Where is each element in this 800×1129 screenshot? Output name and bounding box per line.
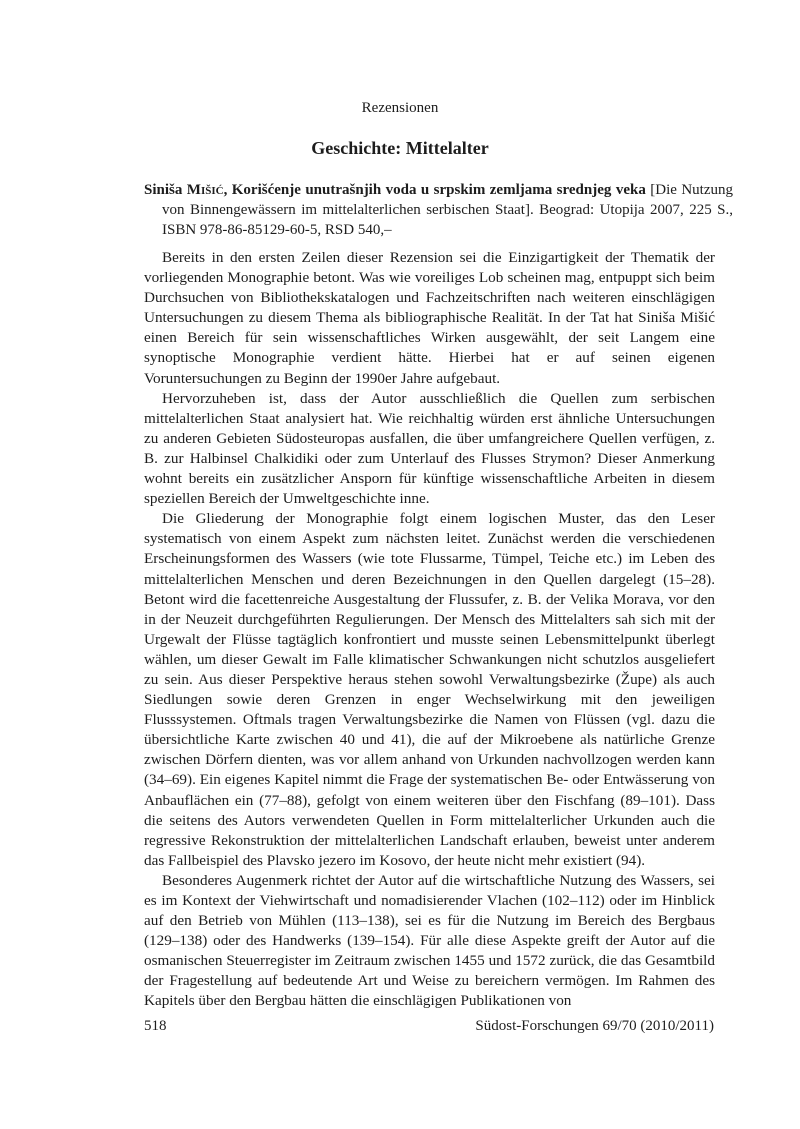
body-paragraph: Besonderes Augenmerk richtet der Autor auf die wirtschaftliche Nutzung des Wassers, sei es im Kontext der Viehwirtschaft und nomadisierender Vlachen (102–112) oder im Hinblick auf den Betrieb von Mühlen (113–138), sei es für die Nutzung im Bereich des Bergbaus (129–138) oder des Handwerks (139–154). Für alle diese Aspekte greift der Autor auf die osmanischen Steuerregister im Zeitraum zwischen 1455 und 1572 zurück, die das Gesamtbild der Fragestellung auf bedeutende Art und Weise zu bereichern vermögen. Im Rahmen des Kapitels über den Bergbau hätten die einschlägigen Publikationen von	[144, 871, 715, 1010]
page-number: 518	[144, 1018, 167, 1034]
review-book-title: , Korišćenje unutrašnjih voda u srpskim zemljama srednjeg veka	[223, 182, 646, 198]
body-paragraph: Hervorzuheben ist, dass der Autor ausschließlich die Quellen zum serbischen mittelalterlichen Staat analysiert hat. Wie reichhaltig würden erst ähnliche Untersuchungen zu anderen Gebieten Südosteuropas ausfallen, die über umfangreichere Quellen verfügen, z. B. zur Halbinsel Chalkidiki oder zum Unterlauf des Flusses Strymon? Dieser Anmerkung wohnt bereits ein zusätzlicher Ansporn für künftige wissenschaftliche Arbeiten in diesem speziellen Bereich der Umweltgeschichte inne.	[144, 389, 715, 508]
running-head: Rezensionen	[361, 100, 439, 116]
review-author-last: Mišić	[186, 182, 224, 198]
journal-citation: Südost-Forschungen 69/70 (2010/2011)	[475, 1018, 714, 1034]
review-body	[144, 248, 715, 1012]
body-paragraph: Bereits in den ersten Zeilen dieser Rezension sei die Einzigartigkeit der Thematik der vorliegenden Monographie betont. Was wie voreiliges Lob scheinen mag, entpuppt sich beim Durchsuchen von Bibliothekskatalogen und Fachzeitschriften nach weiteren einschlägigen Untersuchungen zu diesem Thema als bibliographische Realität. In der Tat hat Siniša Mišić einen Bereich für sein wissenschaftliches Wirken ausgewählt, der seit Langem eine synoptische Monographie verdient hätte. Hierbei hat er auf seinen eigenen Voruntersuchungen zu Beginn der 1990er Jahre aufgebaut.	[144, 249, 715, 387]
review-author-first: Siniša	[144, 182, 187, 198]
review-bibliographic-info: [Die Nutzung von Binnengewässern im mittelalterlichen serbischen Staat]. Beograd: Utopija 2007, 225 S., ISBN 978-86-85129-60-5, RSD 540,–	[162, 182, 733, 238]
body-paragraph: Die Gliederung der Monographie folgt einem logischen Muster, das den Leser systematisch von einem Aspekt zum nächsten leitet. Zunächst werden die verschiedenen Erscheinungsformen des Wassers (wie tote Flussarme, Tümpel, Teiche etc.) im Leben des mittelalterlichen Menschen und deren Bezeichnungen in den Quellen dargelegt (15–28). Betont wird die facettenreiche Ausgestaltung der Flussufer, z. B. der Velika Morava, vor den in der Neuzeit durchgeführten Regulierungen. Der Mensch des Mittelalters sah sich mit der Urgewalt der Flüsse tagtäglich konfrontiert und musste seinen Lebensmittelpunkt überlegt wählen, um dieser Gewalt im Falle klimatischer Schwankungen nicht schutzlos ausgeliefert zu sein. Aus dieser Perspektive heraus stehen sowohl Verwaltungsbezirke (Župe) als auch Siedlungen sowie deren Grenzen in enger Wechselwirkung mit den jeweiligen Flusssystemen. Oftmals tragen Verwaltungsbezirke die Namen von Flüssen (vgl. dazu die übersichtliche Karte zwischen 40 und 41), die auf der Mikroebene als natürliche Grenze zwischen Dörfern dienten, was vor allem anhand von Urkunden nachvollzogen werden kann (34–69). Ein eigenes Kapitel nimmt die Frage der systematischen Be- oder Entwässerung von Anbauflächen ein (77–88), gefolgt von einem weiteren über den Fischfang (89–101). Dass die seitens des Autors verwendeten Quellen in Form mittelalterlicher Urkunden auch die regressive Rekonstruktion der mittelalterlichen Landschaft erlauben, beweist unter anderem das Fallbeispiel des Plavsko jezero im Kosovo, der heute nicht mehr existiert (94).	[144, 510, 715, 869]
section-title: Geschichte: Mittelalter	[311, 138, 489, 158]
bibliographic-entry	[144, 180, 733, 240]
